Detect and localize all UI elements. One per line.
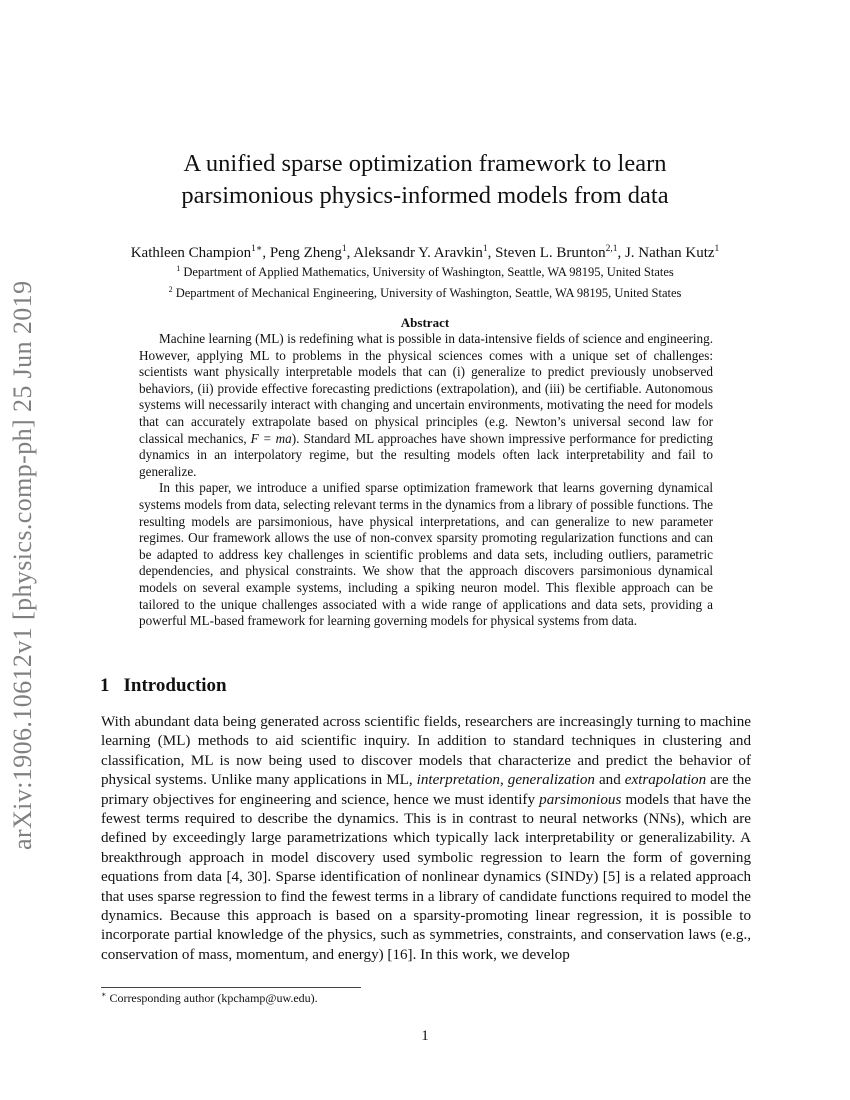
section-title: Introduction <box>123 675 227 696</box>
author-affiliation-marker: 1 <box>341 244 347 254</box>
section-number: 1 <box>100 675 110 696</box>
intro-text: models that have the fewest terms required to describe the dynamics. This is in contrast to neural networks (NNs), which are defined by exceedingly large parametrizations which typically lack interpretability or generalizability. A breakthrough approach in model discovery used symbolic regression to learn the form of governing equations from data [4, 30]. Sparse identification of nonlinear dynamics (SINDy) [5] is a related approach that uses sparse regression to find the fewest terms in a library of candidate functions required to model the dynamics. Because this approach is based on a sparsity-promoting linear regression, it is possible to incorporate partial knowledge of the physics, such as symmetries, constraints, and conservation laws (e.g., conservation of mass, momentum, and energy) [16]. In this work, we develop <box>101 791 752 963</box>
intro-text: and <box>594 772 625 789</box>
affiliation-marker: 2 <box>168 284 173 294</box>
introduction-paragraph <box>101 713 751 965</box>
footnote-marker: ∗ <box>101 990 107 999</box>
footnote-text: Corresponding author (kpchamp@uw.edu). <box>109 991 318 1005</box>
intro-text: are the primary objectives for engineering and science, hence we must identify <box>101 772 752 808</box>
intro-emphasis: interpretation <box>416 772 500 789</box>
author-name: J. Nathan Kutz <box>624 245 715 261</box>
affiliation-1 <box>80 263 770 281</box>
intro-emphasis: extrapolation <box>624 772 707 789</box>
abstract-paragraph-2: In this paper, we introduce a unified sparse optimization framework that learns governing dynamical systems models from data, selecting relevant terms in the dynamics from a library of possible functions. The resulting models are parsimonious, have physical interpretations, and can generalize to new parameter regimes. Our framework allows the use of non-convex sparsity promoting regularization functions and can be adapted to address key challenges in scientific problems and data sets, including outliers, parametric dependencies, and physical constraints. We show that the approach discovers parsimonious dynamical models on several example systems, including a spiking neuron model. This flexible approach can be tailored to the unique challenges associated with a wide range of applications and data sets, providing a powerful ML-based framework for learning governing models for physical systems from data. <box>139 480 713 629</box>
section-heading-introduction <box>100 675 227 697</box>
author-name: Aleksandr Y. Aravkin <box>353 245 483 261</box>
intro-emphasis: parsimonious <box>539 791 622 808</box>
affiliation-2 <box>80 284 770 302</box>
author-list <box>80 243 770 263</box>
abstract-text: ). Standard ML approaches have shown impressive performance for predicting dynamics in an interpolatory regime, but the resulting models often lack interpretability and fail to generalize. <box>139 430 713 479</box>
author-name: Steven L. Brunton <box>495 245 606 261</box>
footnote-divider <box>101 987 361 988</box>
abstract-math-formula: F = ma <box>250 430 292 446</box>
arxiv-stamp-text: arXiv:1906.10612v1 [physics.comp-ph] 25 Jun 2019 <box>8 280 37 850</box>
author-name: Peng Zheng <box>269 245 342 261</box>
affiliation-marker: 1 <box>176 263 181 273</box>
author-separator: , <box>262 245 270 261</box>
intro-emphasis: generalization <box>507 772 595 789</box>
author-separator: , <box>346 245 354 261</box>
footnote <box>101 990 318 1006</box>
author-separator: , <box>487 245 496 261</box>
page-number: 1 <box>421 1028 429 1044</box>
abstract-body <box>139 331 713 630</box>
abstract-heading: Abstract <box>400 315 450 330</box>
author-affiliation-marker: 1 <box>714 244 720 254</box>
title-line-1: A unified sparse optimization framework to learn <box>183 150 667 177</box>
author-name: Kathleen Champion <box>130 245 252 261</box>
affiliation-text: Department of Mechanical Engineering, University of Washington, Seattle, WA 98195, United States <box>175 286 682 300</box>
author-affiliation-marker: 2,1 <box>605 244 618 254</box>
abstract-paragraph-1 <box>139 331 713 480</box>
title-line-2: parsimonious physics-informed models from data <box>181 182 669 209</box>
paper-title <box>100 148 750 212</box>
affiliation-text: Department of Applied Mathematics, University of Washington, Seattle, WA 98195, United States <box>183 265 674 279</box>
author-affiliation-marker: 1∗ <box>251 244 263 254</box>
intro-text: , <box>499 772 508 789</box>
abstract-text: Machine learning (ML) is redefining what is possible in data-intensive fields of science and engineering. However, applying ML to problems in the physical sciences comes with a unique set of challenges: scientists want physically interpretable models that can (i) generalize to predict previously unobserved behaviors, (ii) provide effective forecasting predictions (extrapolation), and (iii) be certifiable. Autonomous systems will necessarily interact with changing and uncertain environments, motivating the need for models that can accurately extrapolate based on physical principles (e.g. Newton’s universal second law for classical mechanics, <box>139 331 713 446</box>
intro-text: With abundant data being generated across scientific fields, researchers are increasingly turning to machine learning (ML) methods to aid scientific inquiry. In addition to standard techniques in clustering and classification, ML is now being used to discover models that characterize and predict the behavior of physical systems. Unlike many applications in ML, <box>101 714 751 789</box>
author-affiliation-marker: 1 <box>482 244 488 254</box>
author-separator: , <box>617 245 625 261</box>
